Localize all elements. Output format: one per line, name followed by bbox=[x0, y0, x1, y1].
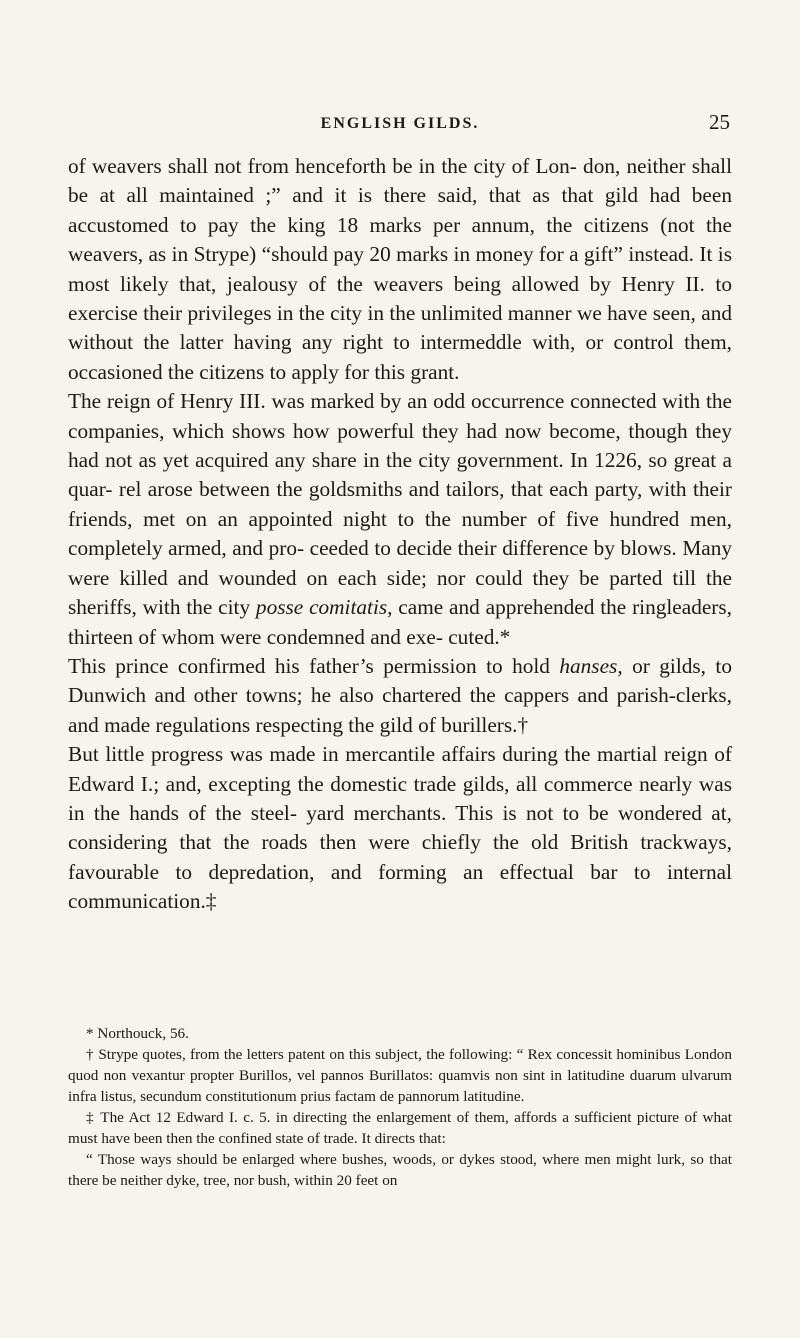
book-page bbox=[68, 0, 733, 1189]
paragraph-3-italic: hanses, bbox=[559, 653, 623, 678]
footnote-4: “ Those ways should be enlarged where bushes, woods, or dykes stood, where men might lurk, so that there be neither dyke, tree, nor bush, within 20 feet on bbox=[68, 1151, 732, 1189]
paragraph-2-italic: posse comitatis, bbox=[255, 595, 393, 620]
footnote-2: † Strype quotes, from the letters patent on this subject, the following: “ Rex concessit hominibus London quod non vexantur propter Burillos, vel pannos Burillatos: quamvis non sint in latitudine duarum ulvarum infra listus, secundum constitutionum prius factam de pannorum latitudine. bbox=[68, 1046, 732, 1105]
page-header bbox=[68, 0, 732, 134]
page-number: 25 bbox=[709, 110, 730, 134]
running-head: ENGLISH GILDS. bbox=[320, 115, 480, 132]
footnotes bbox=[68, 1023, 732, 1191]
paragraph-2 bbox=[68, 387, 732, 652]
footnote-3: ‡ The Act 12 Edward I. c. 5. in directing the enlargement of them, affords a sufficient picture of what must have been then the confined state of trade. It directs that: bbox=[68, 1109, 732, 1147]
paragraph-4: But little progress was made in mercantile affairs during the martial reign of Edward I.; and, excepting the domestic trade gilds, all commerce nearly was in the hands of the steel- yard merchants. This is not to be wondered at, considering that the roads then were chiefly the old British trackways, favourable to depredation, and forming an effectual bar to internal communication.‡ bbox=[68, 742, 732, 914]
paragraph-2-text-a: The reign of Henry III. was marked by an odd occurrence connected with the companies, which shows how powerful they had now become, though they had not as yet acquired any share in the city government. In 1226, so great a quar- rel arose between the goldsmiths and tailors, that each party, with their friends, met on an appointed night to the number of five hundred men, completely armed, and pro- ceeded to decide their difference by blows. Many were killed and wounded on each side; nor could they be parted till the sheriffs, with the city bbox=[68, 389, 732, 620]
paragraph-1: of weavers shall not from henceforth be in the city of Lon- don, neither shall be at all maintained ;” and it is there said, that as that gild had been accustomed to pay the king 18 marks per annum, the citizens (not the weavers, as in Strype) “should pay 20 marks in money for a gift” instead. It is most likely that, jealousy of the weavers being allowed by Henry II. to exercise their privileges in the city in the unlimited manner we have seen, and without the latter having any right to intermeddle with, or control them, occasioned the citizens to apply for this grant. bbox=[68, 154, 732, 384]
paragraph-3-text-a: This prince confirmed his father’s permission to hold bbox=[68, 653, 560, 678]
paragraph-3 bbox=[68, 652, 732, 740]
paragraph-2-text-b: came and apprehended the ringleaders, thirteen of whom were condemned and exe- cuted.* bbox=[68, 595, 733, 649]
footnote-1: * Northouck, 56. bbox=[86, 1025, 189, 1042]
main-text bbox=[68, 152, 732, 917]
paragraph-3-text-b: or gilds, to Dunwich and other towns; he also chartered the cappers and parish-clerks, and made regulations respecting the gild of burillers.† bbox=[68, 653, 732, 737]
